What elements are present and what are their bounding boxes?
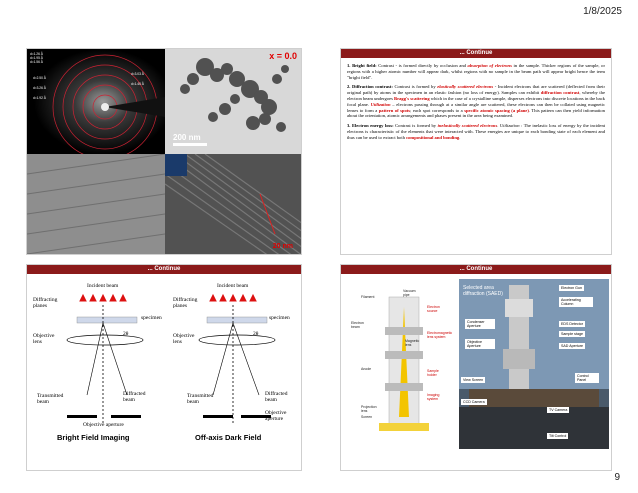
label-saed: Selected area diffraction (SAED) [463, 285, 503, 297]
label-electron-source: Electron source [427, 305, 440, 313]
label-diffracted-beam: Diffracted beam [265, 391, 288, 403]
diffraction-label: d=1.92 Å [33, 96, 46, 100]
label-filament: Filament [361, 295, 375, 299]
text: - Incident electrons that are scattered (deflected from their original path) by atoms in the specimen in an elastic fashion (no loss of energy). Samples can exhibit [347, 84, 605, 96]
label-objective-aperture: Objective Aperture [465, 339, 495, 349]
label-incident-beam: Incident beam [87, 283, 119, 289]
label-projection-lens: Projection lens [361, 405, 377, 413]
highlight: Utilization [370, 101, 391, 107]
text: Contrast is formed by [393, 123, 438, 129]
diffraction-label: d=1.26 Å [30, 52, 43, 56]
date-label: 1/8/2025 [583, 6, 622, 17]
text: : The inelastic loss of energy by the incident electrons is characteristic of the elements that were interacted with. These energies are unique to each bonding state of each element and thus can be used to extract both [347, 123, 606, 140]
label-objective-aperture: Objective aperture [83, 422, 124, 428]
label-lens-system: Electromagnetic lens system [427, 331, 453, 339]
text: . [459, 134, 461, 140]
label-objective-lens: Objective lens [33, 333, 55, 345]
paragraph-energy-loss [347, 123, 605, 140]
label-transmitted-beam: Transmitted beam [187, 393, 214, 405]
label-diffracted-beam: Diffracted beam [123, 391, 146, 403]
label-control-panel: Control Panel [575, 373, 599, 383]
highlight: compositional and bonding [406, 134, 460, 140]
highlight: Bragg's scattering [394, 95, 430, 101]
highlight: elastically scattered electrons [437, 84, 494, 90]
label-two-theta: 2θ [123, 331, 129, 337]
diffraction-pattern-image [27, 49, 165, 154]
label-imaging-system: Imaging system [427, 393, 440, 401]
slide-title: ... Continue [341, 49, 611, 58]
text: Contrast - is formed directly by occlusion and [376, 63, 468, 68]
label-diffracting-planes: Diffracting planes [173, 297, 198, 309]
slide-body [347, 63, 605, 145]
label-eds-detector: EDS Detector [561, 322, 583, 326]
label-sad-aperture: SAD Aperture [561, 344, 583, 348]
label-vacuum-pipe: Vacuum pipe [403, 289, 416, 297]
label-transmitted-beam: Transmitted beam [37, 393, 64, 405]
text: . [497, 123, 500, 129]
diffraction-label: d=3.03 Å [131, 72, 144, 76]
scale-bar-label: 200 nm [173, 133, 201, 142]
text: which in the case of a crystalline sample, disperses electrons into discrete locations in the back focal plane. [347, 95, 605, 107]
label-two-theta: 2θ [253, 331, 259, 337]
hrtem-image-left [27, 154, 165, 255]
slide-title: ... Continue [27, 265, 301, 274]
text: ; each spot corresponds to a [410, 107, 465, 113]
label-incident-beam: Incident beam [217, 283, 249, 289]
label-tilt-control: Tilt Control [549, 434, 567, 438]
highlight: pattern of spots [378, 107, 411, 113]
slide-2[interactable] [26, 264, 302, 471]
text: in the sample. Thicker regions of the sample, or regions with a higher atomic number will appear dark, whilst regions with no sample in the beam path will appear bright hence the term "bright field". [347, 63, 605, 80]
label-condenser-aperture: Condenser Aperture [465, 319, 495, 329]
text: Contrast is formed by [392, 84, 438, 90]
diffraction-label: d=1.95 Å [30, 56, 43, 60]
paragraph-diffraction-contrast [347, 84, 605, 119]
label-tv-camera: TV Camera [549, 408, 568, 412]
text: . This pattern can then yield information about the orientation, atomic arrangements and phases present in the area being examined. [347, 107, 605, 119]
highlight: inelastically scattered electrons [437, 123, 498, 129]
diffraction-label: d=1.40 Å [131, 82, 144, 86]
text: Utilization [499, 123, 520, 129]
text: , whereby the electron beam undergoes [347, 90, 605, 101]
hrtem-image-right [165, 154, 302, 255]
label-accelerating-column: Accelerating Column [559, 297, 593, 307]
slide-1[interactable] [26, 48, 302, 255]
label-sample-stage: Sample stage [561, 332, 583, 336]
lead: 3. Electron energy loss: [347, 123, 394, 129]
page-number: 9 [614, 472, 620, 483]
label-specimen: specimen [269, 315, 290, 321]
text: – electrons passing through at a similar angle are scattered, these electrons can then be collated using magnetic lenses to form a [347, 101, 605, 113]
highlight: specific atomic spacing (a plane) [464, 107, 529, 113]
highlight: diffraction contrast [540, 90, 580, 96]
label-diffracting-planes: Diffracting planes [33, 297, 58, 309]
diffraction-label: d=3.26 Å [33, 86, 46, 90]
diffraction-label: d=2.50 Å [33, 76, 46, 80]
label-ccd-camera: CCD Camera [463, 400, 485, 404]
label-electron-gun: Electron Gun [561, 286, 582, 290]
label-screen: Screen [361, 415, 373, 419]
slide-3[interactable] [340, 264, 612, 471]
caption-bright-field: Bright Field Imaging [57, 433, 130, 442]
lead: 2. Diffraction contrast: [347, 84, 393, 90]
caption-dark-field: Off-axis Dark Field [195, 433, 262, 442]
scale-bar [173, 143, 207, 146]
sample-x-label: x = 0.0 [269, 51, 297, 61]
label-objective-lens: Objective lens [173, 333, 195, 345]
slide-1-text[interactable] [340, 48, 612, 255]
label-objective-aperture: Objective aperture [265, 410, 287, 422]
highlight: absorption of electrons [467, 63, 512, 68]
label-anode: Anode [361, 367, 372, 371]
label-specimen: specimen [141, 315, 162, 321]
label-view-screen: View Screen [463, 378, 484, 382]
tem-nanoparticle-image [165, 49, 302, 154]
label-magnetic-lens: Magnetic lens [405, 339, 420, 347]
diffraction-label: d=1.56 Å [30, 60, 43, 64]
paragraph-bright-field [347, 63, 605, 80]
scale-bar-label-small: 20 nm [272, 243, 293, 250]
slide-title: ... Continue [341, 265, 611, 274]
label-electron-beam: Electron beam [351, 321, 364, 329]
tem-instrument-photo [459, 279, 609, 449]
label-sample-holder: Sample holder [427, 369, 439, 377]
lead: 1. Bright field: [347, 63, 377, 68]
